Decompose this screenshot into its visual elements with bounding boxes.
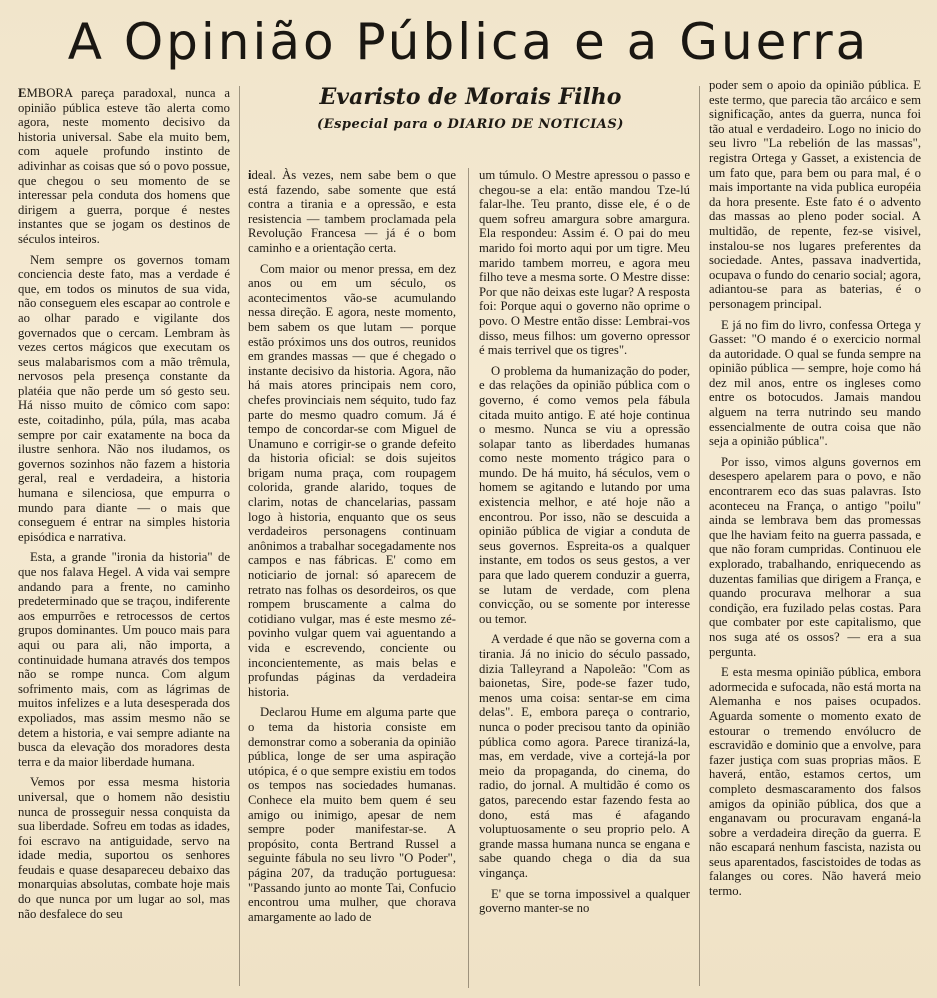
column-divider — [699, 86, 700, 986]
byline-block — [248, 80, 693, 136]
paragraph: Com maior ou menor pressa, em dez anos ou em um século, os acontecimentos vão-se acumulando nessa direção. E agora, neste momento, bem sabem os que lutam — porque estão próximos uns dos outros, reunidos em grandes massas — que é chegado o instante decisivo da historia. Agora, não há mais atores principais nem coro, chefes provinciais nem séquito, tudo faz parte do mesmo quadro comum. Já é tempo de concordar-se com Miguel de Unamuno e corrigir-se o grande defeito da historia oficial: se dois sujeitos brigam numa praça, com roupagem colorida, grande alarido, toques de clarim, notas de chancelarias, passam logo à historia, enquanto que os seus verdadeiros personagens continuam anônimos a trabalhar socegadamente nos campos e nas fábricas. E' como em noticiario de jornal: só aparecem de retrato nas folhas os desordeiros, os que rompem bruscamente a calma do cotidiano vulgar, mas é este mesmo zé-povinho vulgar quem vai aguentando a vida e escrevendo, conciente ou inconcientemente, as mais belas e profundas páginas da verdadeira historia. — [248, 261, 456, 699]
paragraph: um túmulo. O Mestre apressou o passo e chegou-se a ela: então mandou Tze-lú falar-lhe. Teu pranto, disse ele, é o de quem sofreu amargura sobre amargura. Ela respondeu: Assim é. O pai do meu marido foi morto aqui por um tigre. Meu marido tambem morreu, e agora meu filho teve a mesma sorte. O Mestre disse: Por que não deixas este lugar? A resposta foi: Porque aqui o governo não oprime o povo. O Mestre então disse: Lembrai-vos disso, meus filhos: um governo opressor é mais terrivel que os tigres". — [479, 168, 690, 358]
paragraph: EMBORA pareça paradoxal, nunca a opinião pública esteve tão alerta como agora, neste momento decisivo da historia universal. Sabe ela muito bem, com aquele profundo instinto de adivinhar as coisas que só o povo possue, que chegou o seu momento de se interessar pela conduta dos homens que dirigem a guerra, porque é nestes instantes que se jogam os destinos de séculos inteiros. — [18, 86, 230, 246]
paragraph: O problema da humanização do poder, e das relações da opinião pública com o governo, é como vemos pela fábula citada muito antigo. E até hoje continua o mesmo. Nunca se viu a opressão solapar tanto as liberdades humanas como neste momento trágico para o mundo. De há muito, há séculos, vem o homem se agitando e lutando por uma existencia melhor, e até hoje não a encontrou. Por isso, não se descuida a opinião pública de vigiar a conduta de seus governos. Espreita-os a qualquer instante, em todos os seus gestos, a ver para que lado querem conduzir a guerra, se lutam de verdade, com plena convicção, ou se somente por interesse ou temor. — [479, 363, 690, 626]
paragraph: Declarou Hume em alguma parte que o tema da historia consiste em demonstrar como a soberania da opinião pública, longe de ser uma aspiração utópica, é o que sempre existiu em todos os tempos nas sociedades humanas. Conhece ela muito bem quem é seu amigo ou inimigo, apesar de nem sempre poder manifestar-se. A propósito, conta Bertrand Russel a seguinte fábula no seu livro "O Poder", página 207, da tradução portuguesa: "Passando junto ao monte Tai, Confucio encontrou uma mulher, que chorava amargamente ao lado de — [248, 705, 456, 924]
column-divider — [468, 168, 469, 988]
author-byline: Evaristo de Morais Filho — [319, 84, 622, 110]
paragraph: Esta, a grande "ironia da historia" de que nos falava Hegel. A vida vai sempre andando para a frente, no caminho predeterminado que se traçou, indiferente aos empurrões e retrocessos de certos grupos dominantes. Um pouco mais para aqui ou para ali, não importa, a continuidade humana através dos tempos não se rompe nunca. Com algum sofrimento mais, com as lágrimas de muitos infelizes e a luta desesperada dos expoliados, mas assim mesmo não se detem a historia, e vai sempre adiante na busca da elevação dos moradores desta terra e da maior liberdade humana. — [18, 550, 230, 769]
text-column-4 — [709, 78, 921, 988]
paragraph: ideal. Às vezes, nem sabe bem o que está fazendo, sabe somente que está contra a tirania e a opressão, e esta resistencia — tambem proclamada pela Revolução Francesa — já é o bom caminho e a orientação certa. — [248, 168, 456, 255]
text-column-2 — [248, 168, 456, 988]
paragraph: Nem sempre os governos tomam conciencia deste fato, mas a verdade é que, em todos os minutos de sua vida, não conseguem eles escapar ao controle e ao olhar parado e vigilante dos governados que o cercam. Lembram às vezes certos mágicos que executam os seus malabarismos com a mão trêmula, nervosos pela presença constante da platéia que não perde um só gesto seu. Há nisso muito de cômico com sapo: este, coitadinho, púla, púla, mas acaba sempre por cair exatamente na boca da ilustre senhora. Não nos iludamos, os governos sozinhos não fazem a historia geral, real e verdadeira, a historia humana e silenciosa, que empurra o mundo para diante — o mais que conseguem é entrar na simples historia episódica e narrativa. — [18, 252, 230, 544]
paragraph: E já no fim do livro, confessa Ortega y Gasset: "O mando é o exercicio normal da autoridade. O qual se funda sempre na opinião pública — sempre, hoje como há dez mil anos, entre os ingleses como entre os botocudos. Jamais mandou alguem na terra nutrindo seu mando essencialmente de outra coisa que não seja a opinião pública". — [709, 317, 921, 449]
paragraph: E esta mesma opinião pública, embora adormecida e sufocada, não está morta na Alemanha e nos paises ocupados. Aguarda somente o momento exato de estourar o tremendo envólucro de escravidão e dominio que a envolve, para fazer justiça com suas proprias mãos. E haverá, então, estamos certos, um completo desmascaramento dos falsos amigos da opinião pública, dos que a enganavam ou procuravam enganá-la sobre a verdadeira direção da guerra. E não escapará nenhum fascista, nazista ou seus aparentados, fascistoides de todas as falanges ou cores. Não haverá meio termo. — [709, 665, 921, 899]
paragraph: poder sem o apoio da opinião pública. E este termo, que parecia tão arcáico e sem significação, antes da guerra, nunca foi tão atual e verdadeiro. Logo no inicio do seu livro "La rebelión de las massas", registra Ortega y Gasset, a existencia de um fato que, para bem ou para mal, é o mais importante na vida publica européia da hora presente. Este fato é o advento das massas ao pleno poder social. A multidão, de repente, fez-se visivel, instalou-se nos lugares preferentes da sociedade. Antes, passava inadvertida, ocupava o fundo do cenario social; agora, adiantou-se para as baterias, é o personagem principal. — [709, 78, 921, 311]
byline-note: (Especial para o DIARIO DE NOTICIAS) — [317, 117, 624, 132]
article-headline: A Opinião Pública e a Guerra — [67, 13, 870, 71]
text-column-1 — [18, 86, 230, 986]
paragraph: E' que se torna impossivel a qualquer governo manter-se no — [479, 886, 690, 916]
text-column-3 — [479, 168, 690, 988]
column-divider — [239, 86, 240, 986]
paragraph: Vemos por essa mesma historia universal, que o homem não desistiu nunca de prosseguir nessa conquista da sua liberdade. Sofreu em todas as idades, foi escravo na antiguidade, servo na idade media, suportou os senhores feudais e quase desapareceu debaixo das monarquias absolutas, combate hoje mais do que nunca por um lugar ao sol, mas não desfalece do seu — [18, 775, 230, 921]
paragraph: Por isso, vimos alguns governos em desespero apelarem para o povo, e não encontrarem eco das suas palavras. Isto aconteceu na França, o antigo "poilu" ainda se lembrava bem das promessas que lhe haviam feito na guerra passada, e que não foram cumpridas. Continuou ele explorado, trabalhando, enriquecendo as duzentas familias que dirigem a França, e quando procurava melhorar a sua condição, era fuzilado pelas costas. Para que combater por este capitalismo, que nos suga até os ossos? — era a sua pergunta. — [709, 454, 921, 659]
paragraph: A verdade é que não se governa com a tirania. Já no inicio do século passado, dizia Talleyrand a Napoleão: "Com as baionetas, Sire, pode-se fazer tudo, menos uma coisa: sentar-se em cima delas". E, embora pareça o contrario, nunca o poder precisou tanto da opinião pública como agora. Parece tiranizá-la, mas, em verdade, vive a cortejá-la por meio da propaganda, do cinema, do radio, do jornal. A multidão é como os gatos, parecendo estar fazendo festa ao dono, está mas é afagando voluptuosamente o seu proprio pelo. A grande massa humana nunca se engana e sabe quando chega o dia da sua vingança. — [479, 632, 690, 880]
